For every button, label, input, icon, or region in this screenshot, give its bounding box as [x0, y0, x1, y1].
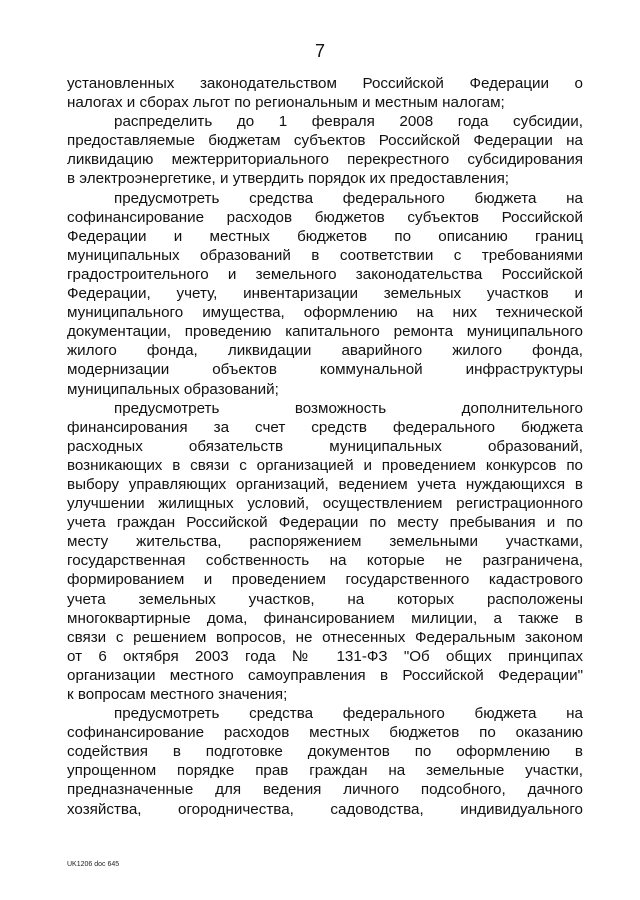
text-line: хозяйства, огородничества, садоводства, индивидуального	[67, 800, 583, 818]
text-line: государственная собственность на которые не разграничена,	[67, 552, 583, 570]
text-line: упрощенном порядке прав граждан на земельные участки,	[67, 762, 583, 780]
paragraph	[67, 399, 583, 705]
text-line: организации местного самоуправления в Российской Федерации"	[67, 666, 583, 684]
text-line: документации, проведению капитального ремонта муниципального	[67, 323, 583, 341]
text-line: учета земельных участков, на которых расположены	[67, 590, 583, 608]
text-line: от 6 октября 2003 года № 131-ФЗ "Об общих принципах	[67, 647, 583, 665]
text-line: налогах и сборах льгот по региональным и местным налогам;	[67, 94, 505, 112]
text-line: модернизации объектов коммунальной инфраструктуры	[67, 361, 583, 379]
paragraph	[67, 704, 583, 819]
text-line: жилого фонда, ликвидации аварийного жилого фонда,	[67, 342, 583, 360]
text-line: месту жительства, распоряжением земельными участками,	[67, 533, 583, 551]
text-line: предназначенные для ведения личного подсобного, дачного	[67, 781, 583, 799]
document-footer: UK1206 doc 645	[67, 861, 120, 868]
text-line: муниципальных образований;	[67, 380, 279, 398]
text-line: распределить до 1 февраля 2008 года субсидии,	[114, 113, 583, 131]
text-line: предусмотреть средства федерального бюджета на	[114, 705, 583, 723]
text-line: учета граждан Российской Федерации по месту пребывания и по	[67, 514, 583, 532]
page-number: 7	[314, 41, 325, 61]
text-line: предоставляемые бюджетам субъектов Российской Федерации на	[67, 132, 583, 150]
text-line: установленных законодательством Российской Федерации о	[67, 75, 583, 92]
text-line: финансирования за счет средств федерального бюджета	[67, 418, 583, 436]
document-body	[67, 74, 583, 819]
text-line: формированием и проведением государственного кадастрового	[67, 571, 583, 589]
text-line: расходных обязательств муниципальных образований,	[67, 437, 583, 455]
text-line: ликвидацию межтерриториального перекрестного субсидирования	[67, 151, 583, 169]
text-line: муниципальных образований в соответствии с требованиями	[67, 246, 583, 264]
text-line: градостроительного и земельного законодательства Российской	[67, 265, 583, 283]
text-line: возникающих в связи с организацией и проведением конкурсов по	[67, 456, 583, 474]
text-line: связи с решением вопросов, не отнесенных Федеральным законом	[67, 628, 583, 646]
text-line: содействия в подготовке документов по оформлению в	[67, 743, 583, 761]
text-line: Федерации и местных бюджетов по описанию границ	[67, 227, 583, 245]
text-line: предусмотреть средства федерального бюджета на	[114, 189, 583, 207]
text-line: улучшении жилищных условий, осуществлением регистрационного	[67, 495, 583, 513]
paragraph	[67, 112, 583, 188]
text-line: выбору управляющих организаций, ведением учета нуждающихся в	[67, 475, 583, 493]
paragraph	[67, 189, 583, 399]
text-line: Федерации, учету, инвентаризации земельных участков и	[67, 285, 583, 303]
text-line: многоквартирные дома, финансированием милиции, а также в	[67, 609, 583, 627]
text-line: к вопросам местного значения;	[67, 686, 288, 703]
text-line: софинансирование расходов бюджетов субъектов Российской	[67, 208, 583, 226]
text-line: предусмотреть возможность дополнительного	[114, 399, 583, 417]
text-line: в электроэнергетике, и утвердить порядок их предоставления;	[67, 170, 510, 188]
text-line: муниципального имущества, оформлению на них технической	[67, 304, 583, 322]
text-line: софинансирование расходов местных бюджетов по оказанию	[67, 724, 583, 742]
paragraph	[67, 74, 583, 112]
